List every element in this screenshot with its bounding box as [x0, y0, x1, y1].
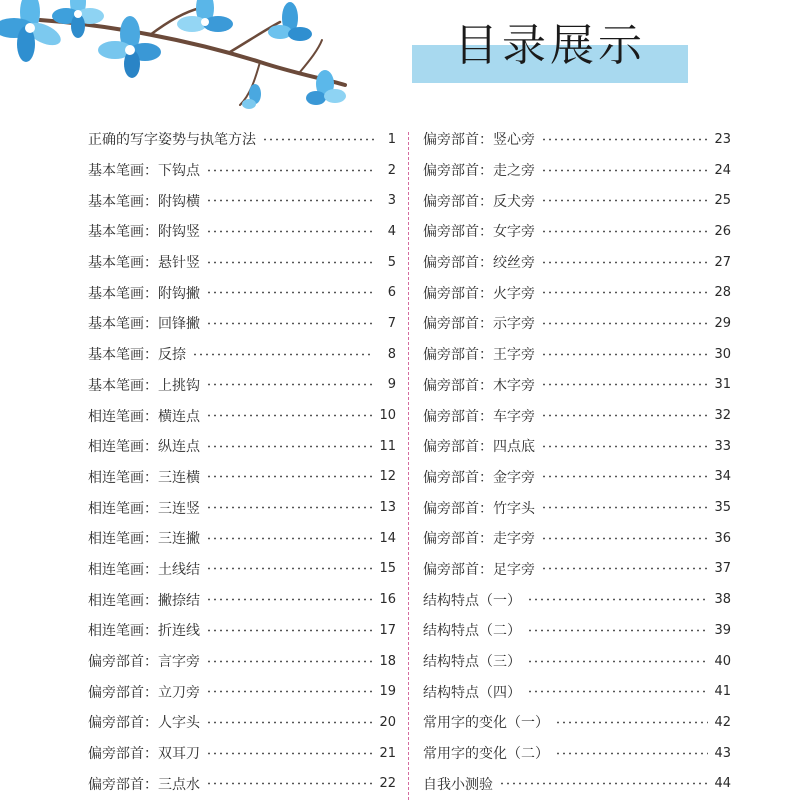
dot-leader	[541, 383, 708, 386]
toc-entry-label: 基本笔画：反捺	[88, 347, 186, 364]
toc-entry[interactable]	[423, 646, 731, 677]
toc-entry-label: 偏旁部首：走之旁	[423, 163, 535, 180]
dot-leader	[192, 353, 374, 356]
toc-entry-page-number: 26	[714, 223, 731, 239]
toc-entry-label: 偏旁部首：言字旁	[88, 654, 200, 671]
toc-column-right	[423, 124, 731, 799]
toc-entry-page-number: 10	[379, 408, 396, 424]
toc-entry-page-number: 12	[379, 469, 396, 485]
toc-entry-page-number: 37	[714, 561, 731, 577]
dot-leader	[206, 414, 373, 417]
toc-entry[interactable]	[88, 247, 396, 278]
dot-leader	[541, 414, 708, 417]
toc-entry[interactable]	[88, 676, 396, 707]
dot-leader	[206, 598, 373, 601]
toc-entry-page-number: 17	[379, 622, 396, 638]
flower-icon	[0, 0, 346, 109]
toc-entry[interactable]	[423, 400, 731, 431]
dot-leader	[541, 138, 708, 141]
dot-leader	[206, 475, 373, 478]
toc-entry-label: 结构特点（三）	[423, 654, 521, 671]
toc-entry[interactable]	[423, 124, 731, 155]
toc-entry[interactable]	[88, 554, 396, 585]
toc-entry-label: 相连笔画：纵连点	[88, 439, 200, 456]
toc-entry[interactable]	[88, 277, 396, 308]
toc-entry[interactable]	[88, 400, 396, 431]
dot-leader	[206, 291, 374, 294]
toc-entry[interactable]	[88, 768, 396, 799]
toc-entry[interactable]	[423, 768, 731, 799]
toc-entry-label: 基本笔画：附钩横	[88, 193, 200, 210]
toc-entry[interactable]	[423, 155, 731, 186]
dot-leader	[541, 537, 708, 540]
page-title: 目录展示	[454, 20, 646, 71]
toc-entry[interactable]	[423, 216, 731, 247]
toc-entry[interactable]	[88, 185, 396, 216]
toc-entry-page-number: 22	[379, 776, 396, 792]
toc-entry[interactable]	[88, 646, 396, 677]
toc-entry-label: 相连笔画：折连线	[88, 623, 200, 640]
dot-leader	[541, 230, 708, 233]
dot-leader	[206, 169, 374, 172]
dot-leader	[206, 690, 373, 693]
dot-leader	[206, 752, 373, 755]
toc-entry[interactable]	[423, 676, 731, 707]
toc-entry-label: 偏旁部首：反犬旁	[423, 193, 535, 210]
toc-entry-label: 自我小测验	[423, 776, 493, 793]
dot-leader	[206, 721, 373, 724]
toc-entry-label: 基本笔画：悬针竖	[88, 255, 200, 272]
dot-leader	[541, 322, 708, 325]
dot-leader	[206, 383, 374, 386]
dot-leader	[527, 629, 708, 632]
toc-entry-page-number: 43	[714, 745, 731, 761]
toc-entry[interactable]	[88, 339, 396, 370]
flower-branch-illustration	[0, 0, 380, 125]
toc-entry[interactable]	[88, 462, 396, 493]
toc-entry-label: 偏旁部首：火字旁	[423, 285, 535, 302]
toc-entry-page-number: 20	[379, 714, 396, 730]
toc-entry-page-number: 23	[714, 131, 731, 147]
toc-entry-label: 偏旁部首：四点底	[423, 439, 535, 456]
toc-entry-page-number: 35	[714, 500, 731, 516]
toc-entry-page-number: 31	[714, 377, 731, 393]
toc-entry[interactable]	[423, 584, 731, 615]
toc-entry-label: 基本笔画：上挑钩	[88, 377, 200, 394]
toc-entry[interactable]	[423, 707, 731, 738]
toc-entry[interactable]	[423, 431, 731, 462]
toc-entry-page-number: 32	[714, 408, 731, 424]
toc-entry-label: 基本笔画：附钩撇	[88, 285, 200, 302]
toc-entry-label: 偏旁部首：王字旁	[423, 347, 535, 364]
dot-leader	[206, 782, 373, 785]
toc-entry[interactable]	[88, 738, 396, 769]
toc-entry-label: 偏旁部首：人字头	[88, 715, 200, 732]
dot-leader	[541, 199, 708, 202]
dot-leader	[206, 567, 373, 570]
toc-entry-label: 相连笔画：三连竖	[88, 500, 200, 517]
toc-entry[interactable]	[423, 492, 731, 523]
toc-entry-label: 相连笔画：土线结	[88, 561, 200, 578]
toc-entry-page-number: 11	[379, 438, 396, 454]
dot-leader	[541, 353, 708, 356]
dot-leader	[541, 291, 708, 294]
toc-entry-page-number: 6	[387, 285, 396, 301]
toc-entry-label: 偏旁部首：金字旁	[423, 469, 535, 486]
toc-entry[interactable]	[88, 370, 396, 401]
toc-entry-page-number: 2	[387, 162, 396, 178]
toc-entry-label: 基本笔画：下钩点	[88, 163, 200, 180]
dot-leader	[541, 445, 708, 448]
toc-entry-label: 结构特点（二）	[423, 623, 521, 640]
toc-entry-page-number: 8	[387, 346, 396, 362]
dot-leader	[206, 537, 373, 540]
dot-leader	[262, 138, 374, 141]
toc-entry-page-number: 27	[714, 254, 731, 270]
toc-entry-page-number: 21	[379, 745, 396, 761]
dot-leader	[206, 322, 374, 325]
toc-entry-page-number: 16	[379, 592, 396, 608]
toc-entry[interactable]	[88, 155, 396, 186]
toc-entry-label: 偏旁部首：绞丝旁	[423, 255, 535, 272]
toc-entry[interactable]	[423, 615, 731, 646]
dot-leader	[527, 690, 708, 693]
toc-entry[interactable]	[423, 370, 731, 401]
toc-entry-label: 相连笔画：三连横	[88, 469, 200, 486]
toc-entry-page-number: 28	[714, 285, 731, 301]
toc-entry-page-number: 36	[714, 530, 731, 546]
toc-entry-page-number: 39	[714, 622, 731, 638]
toc-entry[interactable]	[88, 492, 396, 523]
toc-entry-label: 偏旁部首：车字旁	[423, 408, 535, 425]
toc-entry-label: 基本笔画：回锋撇	[88, 316, 200, 333]
toc-entry[interactable]	[423, 308, 731, 339]
toc-entry[interactable]	[88, 308, 396, 339]
dot-leader	[541, 506, 708, 509]
toc-entry-page-number: 40	[714, 653, 731, 669]
toc-entry[interactable]	[423, 185, 731, 216]
column-divider	[408, 132, 409, 800]
toc-entry-label: 结构特点（四）	[423, 684, 521, 701]
toc-entry-page-number: 18	[379, 653, 396, 669]
toc-entry-label: 偏旁部首：足字旁	[423, 561, 535, 578]
toc-entry-page-number: 9	[387, 377, 396, 393]
dot-leader	[555, 752, 708, 755]
toc-entry-label: 偏旁部首：竹字头	[423, 500, 535, 517]
toc-entry[interactable]	[88, 707, 396, 738]
toc-entry-page-number: 30	[714, 346, 731, 362]
dot-leader	[541, 261, 708, 264]
toc-entry-label: 常用字的变化（一）	[423, 715, 549, 732]
dot-leader	[527, 598, 708, 601]
toc-entry-page-number: 1	[387, 131, 396, 147]
toc-entry-label: 常用字的变化（二）	[423, 746, 549, 763]
toc-entry[interactable]	[88, 523, 396, 554]
toc-entry-page-number: 13	[379, 500, 396, 516]
toc-entry[interactable]	[88, 615, 396, 646]
dot-leader	[541, 567, 708, 570]
dot-leader	[541, 169, 708, 172]
toc-entry[interactable]	[423, 738, 731, 769]
toc-entry-page-number: 4	[387, 223, 396, 239]
toc-entry[interactable]	[423, 523, 731, 554]
dot-leader	[499, 782, 708, 785]
toc-entry-page-number: 7	[387, 315, 396, 331]
dot-leader	[206, 445, 373, 448]
toc-entry-page-number: 29	[714, 315, 731, 331]
toc-entry-label: 偏旁部首：三点水	[88, 776, 200, 793]
toc-entry-page-number: 19	[379, 684, 396, 700]
toc-entry[interactable]	[88, 584, 396, 615]
toc-entry-label: 结构特点（一）	[423, 592, 521, 609]
toc-entry-page-number: 25	[714, 193, 731, 209]
dot-leader	[206, 261, 374, 264]
toc-entry[interactable]	[423, 277, 731, 308]
toc-entry[interactable]	[88, 124, 396, 155]
dot-leader	[527, 660, 708, 663]
dot-leader	[206, 660, 373, 663]
toc-entry-label: 偏旁部首：走字旁	[423, 531, 535, 548]
toc-entry-page-number: 44	[714, 776, 731, 792]
toc-entry-label: 偏旁部首：示字旁	[423, 316, 535, 333]
dot-leader	[206, 506, 373, 509]
dot-leader	[206, 629, 373, 632]
toc-entry-page-number: 5	[387, 254, 396, 270]
toc-entry-label: 偏旁部首：女字旁	[423, 224, 535, 241]
toc-entry-page-number: 42	[714, 714, 731, 730]
toc-entry-label: 偏旁部首：木字旁	[423, 377, 535, 394]
toc-entry-label: 偏旁部首：双耳刀	[88, 746, 200, 763]
toc-column-left	[88, 124, 396, 799]
dot-leader	[541, 475, 708, 478]
toc-entry-label: 相连笔画：横连点	[88, 408, 200, 425]
toc-entry-page-number: 34	[714, 469, 731, 485]
toc-entry-page-number: 33	[714, 438, 731, 454]
dot-leader	[555, 721, 708, 724]
toc-entry-page-number: 3	[387, 193, 396, 209]
toc-entry[interactable]	[423, 462, 731, 493]
toc-entry-label: 偏旁部首：立刀旁	[88, 684, 200, 701]
toc-entry-page-number: 14	[379, 530, 396, 546]
toc-entry-page-number: 15	[379, 561, 396, 577]
toc-entry-label: 相连笔画：撇捺结	[88, 592, 200, 609]
toc-entry-label: 正确的写字姿势与执笔方法	[88, 132, 256, 149]
toc-entry-page-number: 38	[714, 592, 731, 608]
toc-entry-label: 偏旁部首：竖心旁	[423, 132, 535, 149]
toc-entry[interactable]	[423, 554, 731, 585]
toc-entry[interactable]	[423, 339, 731, 370]
toc-entry-page-number: 41	[714, 684, 731, 700]
toc-entry-label: 基本笔画：附钩竖	[88, 224, 200, 241]
toc-entry[interactable]	[88, 216, 396, 247]
dot-leader	[206, 199, 374, 202]
toc-entry[interactable]	[88, 431, 396, 462]
toc-entry-label: 相连笔画：三连撇	[88, 531, 200, 548]
toc-entry[interactable]	[423, 247, 731, 278]
dot-leader	[206, 230, 374, 233]
toc-entry-page-number: 24	[714, 162, 731, 178]
